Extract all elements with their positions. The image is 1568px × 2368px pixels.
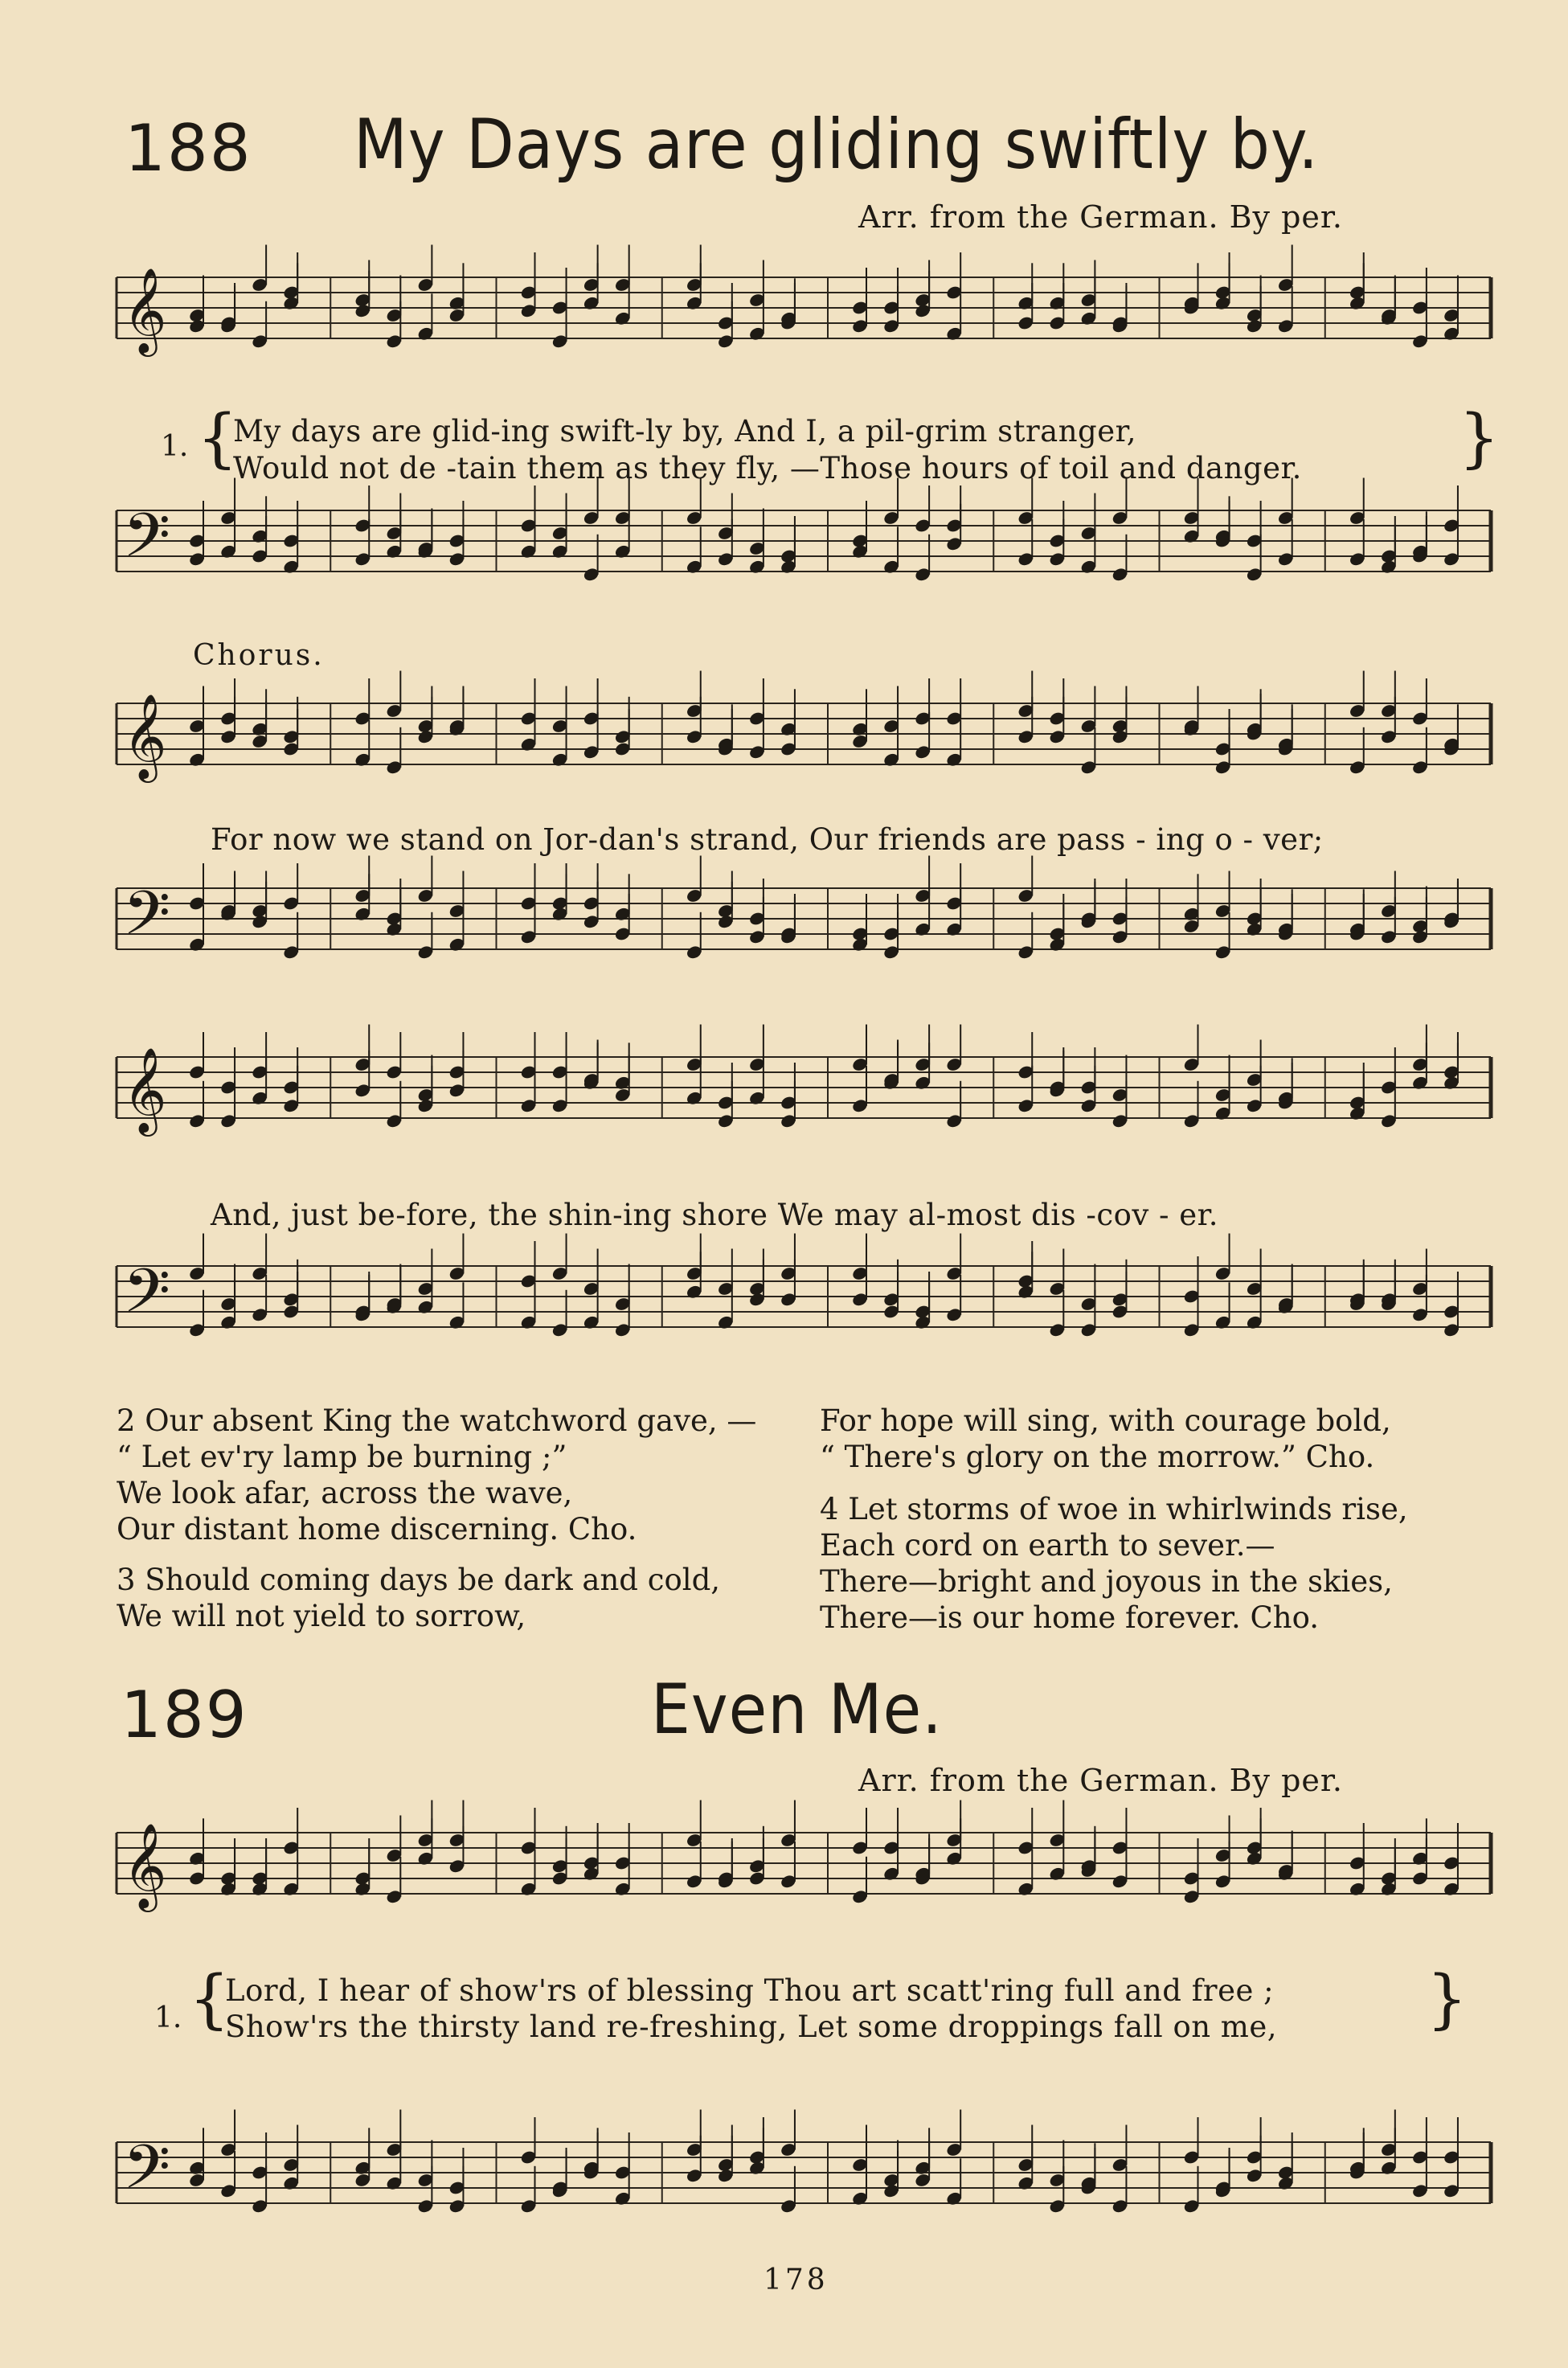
music-staff [117,2130,1491,2235]
verse-lyric-line: My days are glid-ing swift-ly by, And I, a pil-grim stranger, [233,414,1137,449]
music-staff [117,691,1491,796]
stanza-line: We will not yield to sorrow, [117,1599,526,1633]
stanza-line: 4 Let storms of woe in whirlwinds rise, [820,1492,1408,1526]
stanza-line: “ There's glory on the morrow.” Cho. [820,1440,1375,1474]
verse-lyric-line: Show'rs the thirsty land re-freshing, Let some droppings fall on me, [225,2010,1278,2044]
page-number: 178 [764,2264,829,2296]
svg-text:𝄞: 𝄞 [123,267,167,353]
svg-text:𝄢: 𝄢 [123,2132,171,2218]
svg-text:𝄢: 𝄢 [123,500,171,586]
hymn-attribution: Arr. from the German. By per. [858,1763,1343,1798]
svg-text:𝄞: 𝄞 [123,1822,167,1908]
brace: } [1427,1961,1468,2036]
music-staff [117,1821,1491,1925]
hymn-title: My Days are gliding swiftly by. [354,104,1319,185]
hymn-number: 189 [121,1678,248,1752]
hymn-title: Even Me. [651,1669,943,1750]
brace: { [197,400,238,475]
stanza-line: 3 Should coming days be dark and cold, [117,1563,721,1597]
hymn-number: 188 [125,111,252,186]
chorus-lyric-line: And, just be-fore, the shin-ing shore We may al-most dis -cov - er. [211,1198,1219,1232]
brace: { [189,1961,230,2036]
svg-text:𝄢: 𝄢 [123,1256,171,1342]
music-staff [117,1254,1491,1358]
svg-text:𝄞: 𝄞 [123,1047,167,1133]
svg-text:𝄞: 𝄞 [123,693,167,779]
stanza-line: Each cord on earth to sever.— [820,1528,1275,1563]
stanza-line: There—bright and joyous in the skies, [820,1564,1393,1599]
stanza-line: For hope will sing, with courage bold, [820,1403,1391,1438]
verse-number: 1. [161,430,189,463]
music-staff [117,876,1491,981]
stanza-line: “ Let ev'ry lamp be burning ;” [117,1440,567,1474]
stanza-line: Our distant home discerning. Cho. [117,1512,637,1547]
music-staff [117,265,1491,370]
verse-lyric-line: Lord, I hear of show'rs of blessing Thou art scatt'ring full and free ; [225,1973,1275,2008]
chorus-lyric-line: For now we stand on Jor-dan's strand, Our friends are pass - ing o - ver; [211,822,1324,857]
music-staff [117,498,1491,603]
hymn-attribution: Arr. from the German. By per. [858,199,1343,235]
music-staff [117,1045,1491,1149]
stanza-line: We look afar, across the wave, [117,1476,573,1510]
svg-text:𝄢: 𝄢 [123,878,171,964]
brace: } [1459,400,1500,475]
verse-lyric-line: Would not de -tain them as they fly, —Those hours of toil and danger. [233,451,1302,485]
chorus-label: Chorus. [193,639,325,672]
verse-number: 1. [154,2001,182,2034]
stanzas-right [820,1403,1408,1636]
stanza-line: There—is our home forever. Cho. [820,1600,1319,1635]
stanza-line: 2 Our absent King the watchword gave, — [117,1403,757,1438]
stanzas-left [117,1403,756,1634]
